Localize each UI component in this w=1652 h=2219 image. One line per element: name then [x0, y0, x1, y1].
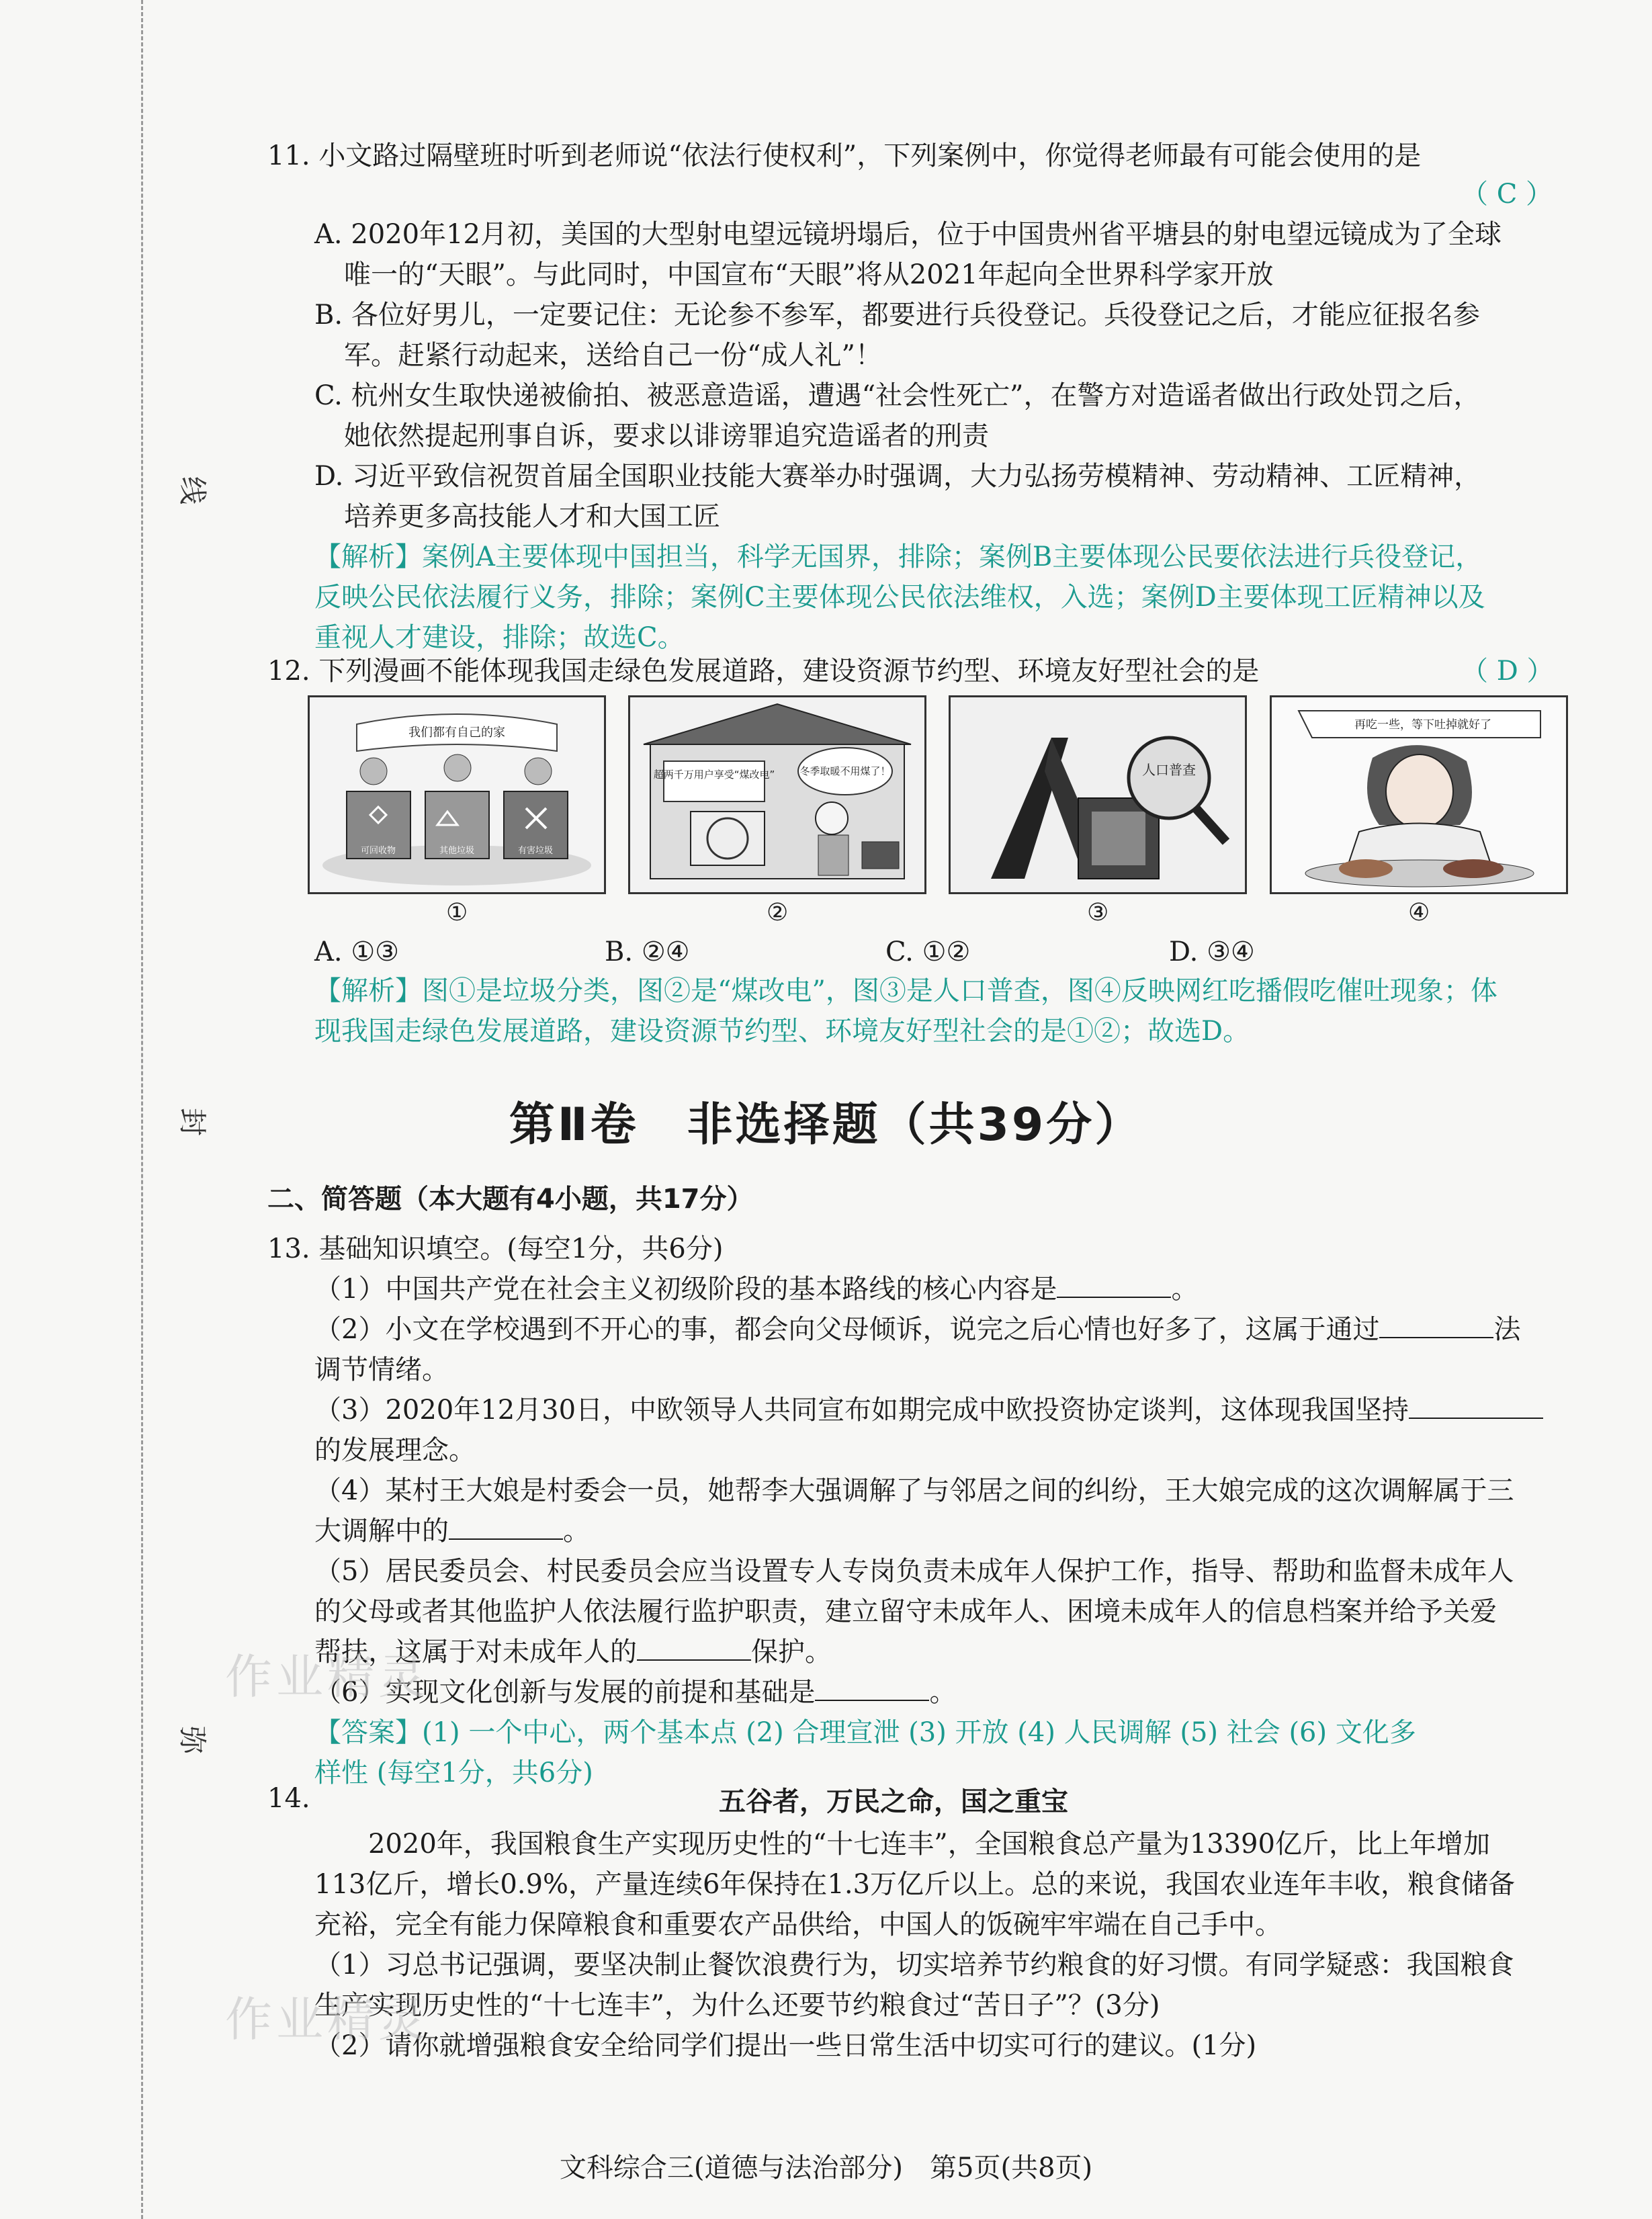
q13-item-4-end: 。	[563, 1516, 590, 1547]
comic-mukbang	[1270, 695, 1568, 894]
q13-item-4: （4）某村王大娘是村委会一员，她帮李大强调解了与邻居之间的纠纷，王大娘完成的这次调解属于三	[314, 1475, 1514, 1506]
q12-option-a: A. ①③	[314, 937, 400, 967]
q13-item-5-text: 帮扶，这属于对未成年人的	[314, 1637, 637, 1667]
q11-option-d: D. 习近平致信祝贺首届全国职业技能大赛举办时强调，大力弘扬劳模精神、劳动精神、工匠精神，	[314, 461, 1481, 492]
comic-number-3: ③	[1087, 899, 1109, 926]
q11-option-b: B. 各位好男儿，一定要记住：无论参不参军，都要进行兵役登记。兵役登记之后，才能应征报名参	[314, 300, 1480, 331]
watermark-top: 作业精灵	[225, 1649, 429, 1704]
q13-blank-3[interactable]	[1409, 1392, 1543, 1419]
q13-item-2	[314, 1311, 1520, 1348]
q11-analysis-end: 重视人才建设，排除；故选C。	[314, 622, 685, 653]
comic-census	[949, 695, 1247, 894]
q12-option-b: B. ②④	[605, 937, 690, 967]
q13-blank-2[interactable]	[1379, 1311, 1493, 1338]
q11-answer: （ C ）	[1461, 179, 1553, 210]
q11-option-c-cont: 她依然提起刑事自诉，要求以诽谤罪追究造谣者的刑责	[344, 421, 989, 451]
watermark-bottom: 作业精灵	[225, 1992, 429, 2047]
q13-item-1-end: 。	[1171, 1274, 1199, 1305]
q12-stem: 12. 下列漫画不能体现我国走绿色发展道路，建设资源节约型、环境友好型社会的是	[267, 656, 1260, 687]
comic1-bin-other: 其他垃圾	[439, 846, 475, 856]
q11-analysis: 【解析】案例A主要体现中国担当，科学无国界，排除；案例B主要体现公民要依法进行兵役登记，	[314, 541, 1483, 572]
comic4-bubble: 再吃一些，等下吐掉就好了	[1354, 718, 1491, 732]
comic1-bin-recyclable: 可回收物	[360, 846, 396, 856]
q11-stem: 11. 小文路过隔壁班时听到老师说“依法行使权利”，下列案例中，你觉得老师最有可能会使用的是	[267, 140, 1422, 171]
comic-coal-to-electricity	[628, 695, 926, 894]
binding-char-xian: 线	[176, 476, 210, 505]
q13-item-5-cont: 的父母或者其他监护人依法履行监护职责，建立留守未成年人、困境未成年人的信息档案并给予关爱	[314, 1596, 1497, 1627]
page-footer: 文科综合三(道德与法治部分) 第5页(共8页)	[559, 2152, 1093, 2183]
q14-paragraph-2: 113亿斤，增长0.9%，产量连续6年保持在1.3万亿斤以上。总的来说，我国农业连年丰收，粮食储备	[314, 1869, 1516, 1900]
q13-item-4-text: 大调解中的	[314, 1516, 449, 1547]
q12-option-d: D. ③④	[1169, 937, 1255, 967]
q13-item-5-end: 保护。	[751, 1637, 832, 1667]
comic-number-2: ②	[767, 899, 789, 926]
part2-heading: 二、简答题（本大题有4小题，共17分）	[267, 1184, 754, 1215]
comic-number-4: ④	[1408, 899, 1430, 926]
q13-item-1	[314, 1271, 1198, 1307]
q12-analysis-cont: 现我国走绿色发展道路，建设资源节约型、环境友好型社会的是①②；故选D。	[314, 1016, 1250, 1047]
q12-analysis: 【解析】图①是垃圾分类，图②是“煤改电”，图③是人口普查，图④反映网红吃播假吃催吐现象；体	[314, 975, 1497, 1006]
q11-option-c: C. 杭州女生取快递被偷拍、被恶意造谣，遭遇“社会性死亡”，在警方对造谣者做出行政处罚之后，	[314, 380, 1481, 411]
comic2-bubble: 冬季取暖不用煤了！	[799, 765, 891, 777]
q13-blank-1[interactable]	[1057, 1271, 1171, 1298]
q14-paragraph-1: 2020年，我国粮食生产实现历史性的“十七连丰”，全国粮食总产量为13390亿斤，比上年增加	[368, 1829, 1490, 1860]
q14-sub-1: （1）习总书记强调，要坚决制止餐饮浪费行为，切实培养节约粮食的好习惯。有同学疑惑：我国粮食	[314, 1950, 1514, 1981]
section-title: 第Ⅱ卷 非选择题（共39分）	[509, 1098, 1143, 1151]
q12-option-c: C. ①②	[885, 937, 971, 967]
q13-stem: 13. 基础知识填空。(每空1分，共6分)	[267, 1233, 724, 1264]
q12-answer: （ D ）	[1461, 656, 1554, 687]
comic3-sign: 人口普查	[1142, 762, 1196, 778]
q13-item-3-cont: 的发展理念。	[314, 1435, 476, 1466]
q11-option-a-cont: 唯一的“天眼”。与此同时，中国宣布“天眼”将从2021年起向全世界科学家开放	[344, 259, 1274, 290]
q14-sub-1-cont: 生产实现历史性的“十七连丰”，为什么还要节约粮食过“苦日子”？(3分)	[314, 1990, 1160, 2021]
q13-answer-cont: 样性 (每空1分，共6分)	[314, 1757, 593, 1788]
q13-item-1-text: （1）中国共产党在社会主义初级阶段的基本路线的核心内容是	[314, 1274, 1057, 1305]
q13-answer: 【答案】(1) 一个中心，两个基本点 (2) 合理宣泄 (3) 开放 (4) 人民调解 (5) 社会 (6) 文化多	[314, 1717, 1416, 1748]
binding-char-mi: 弥	[176, 1725, 210, 1755]
q13-item-2-text: （2）小文在学校遇到不开心的事，都会向父母倾诉，说完之后心情也好多了，这属于通过	[314, 1314, 1380, 1345]
q13-blank-6[interactable]	[815, 1674, 929, 1701]
q13-item-3	[314, 1392, 1543, 1428]
q13-item-3-text: （3）2020年12月30日，中欧领导人共同宣布如期完成中欧投资协定谈判，这体现我国坚持	[314, 1395, 1409, 1426]
q13-item-5: （5）居民委员会、村民委员会应当设置专人专岗负责未成年人保护工作，指导、帮助和监督未成年人	[314, 1556, 1514, 1587]
q14-paragraph-3: 充裕，完全有能力保障粮食和重要农产品供给，中国人的饭碗牢牢端在自己手中。	[314, 1909, 1282, 1940]
comic-garbage-sorting	[308, 695, 606, 894]
q11-analysis-cont: 反映公民依法履行义务，排除；案例C主要体现公民依法维权，入选；案例D主要体现工匠精神以及	[314, 582, 1485, 613]
comic1-caption: 我们都有自己的家	[408, 726, 505, 740]
binding-char-feng: 封	[176, 1107, 210, 1137]
q13-item-4-cont	[314, 1513, 590, 1549]
q11-option-d-cont: 培养更多高技能人才和大国工匠	[344, 501, 720, 532]
comic2-caption: 超两千万用户享受“煤改电”	[653, 769, 775, 781]
q13-blank-4[interactable]	[449, 1513, 563, 1540]
q13-item-2-end: 法	[1493, 1314, 1521, 1345]
q11-option-b-cont: 军。赶紧行动起来，送给自己一份“成人礼”！	[344, 340, 882, 371]
comic-number-1: ①	[446, 899, 468, 926]
q14-title: 五谷者，万民之命，国之重宝	[719, 1786, 1068, 1817]
q13-item-6-text: （6）实现文化创新与发展的前提和基础是	[314, 1677, 816, 1708]
q13-item-6-end: 。	[929, 1677, 957, 1708]
q14-number: 14.	[267, 1783, 310, 1814]
q13-item-2-cont: 调节情绪。	[314, 1354, 449, 1385]
comic1-bin-hazardous: 有害垃圾	[517, 846, 554, 856]
q11-option-a: A. 2020年12月初，美国的大型射电望远镜坍塌后，位于中国贵州省平塘县的射电望远镜成为了全球	[314, 219, 1502, 250]
q13-blank-5[interactable]	[637, 1634, 751, 1661]
q14-sub-2: （2）请你就增强粮食安全给同学们提出一些日常生活中切实可行的建议。(1分)	[314, 2030, 1257, 2061]
